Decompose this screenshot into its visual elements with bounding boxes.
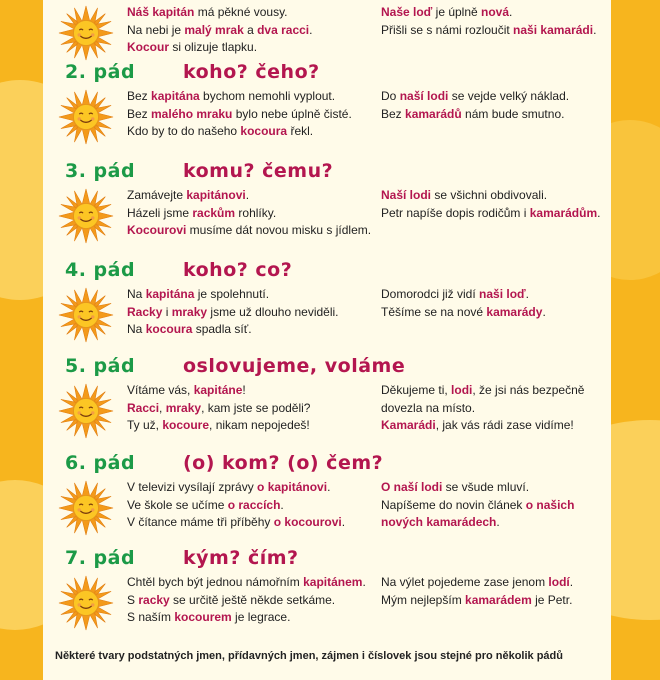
sentence-text: Těšíme se na nové [381,304,487,319]
highlighted-noun: dva racci [257,22,310,37]
sun-icon [57,382,115,440]
highlighted-noun: kapitána [145,287,195,301]
example-sentence [127,39,379,57]
sentence-text: V čítance máme tři příběhy [127,515,274,529]
case-section-7 [43,544,611,642]
sentence-text: rohlíky. [235,205,277,220]
case-number: 4. pád [65,259,136,281]
example-sentence [127,382,379,400]
example-sentence [381,574,607,592]
examples-left [127,187,379,240]
sentence-text: V televizi vysílají zprávy [127,480,258,494]
examples-left [127,382,379,435]
case-section-2 [43,58,611,156]
sentence-text: Házeli jsme [127,205,193,220]
example-sentence [127,88,379,106]
example-sentence [127,592,379,610]
sentence-text: spadla síť. [192,322,252,336]
sentence-text: . [496,515,500,529]
sentence-text: , [159,400,166,415]
example-sentence [381,497,607,515]
sentence-text: i [162,304,172,319]
sentence-text: . [593,22,597,37]
case-question: koho? co? [183,259,293,281]
sentence-text: je spolehnutí. [194,287,270,301]
highlighted-noun: Kocourovi [127,223,187,237]
sentence-text: Na nebi je [127,22,185,37]
case-number: 3. pád [65,160,136,182]
sentence-text: , jak vás rádi zase vidíme! [435,418,574,432]
sentence-text: si olizuje tlapku. [169,40,258,54]
highlighted-noun: o raccích [227,497,281,512]
example-sentence [381,187,607,205]
example-sentence [381,304,607,322]
example-sentence [127,205,379,223]
sentence-text: Přišli se s námi rozloučit [381,22,514,37]
sentence-text: . [280,497,284,512]
highlighted-noun: racky [138,592,170,607]
sentence-text: se určitě ještě někde setkáme. [169,592,336,607]
highlighted-noun: Racky [127,304,163,319]
highlighted-noun: Naší lodi [381,188,432,202]
sentence-text: , že jsi nás bezpečně [472,383,585,397]
example-sentence [127,417,379,435]
example-sentence [127,4,379,22]
sun-icon [57,574,115,632]
case-section-6 [43,449,611,547]
sentence-text: Děkujeme ti, [381,383,452,397]
highlighted-noun: kocoure [162,418,210,432]
case-question: (o) kom? (o) čem? [183,452,384,474]
example-sentence [127,123,379,141]
highlighted-noun: kamarádům [529,205,598,220]
sentence-text: je legrace. [231,610,291,624]
case-section-3 [43,157,611,255]
examples-right [381,479,607,532]
sun-icon [57,286,115,344]
case-number: 7. pád [65,547,136,569]
example-sentence [127,514,379,532]
sentence-text: Vítáme vás, [127,383,194,397]
highlighted-noun: naši kamarádi [513,22,594,37]
highlighted-noun: Kamarádi [381,418,436,432]
highlighted-noun: o našich [525,497,575,512]
sentence-text: musíme dát novou misku s jídlem. [186,223,372,237]
sentence-text: . [542,304,546,319]
sentence-text: Bez [127,106,152,121]
sentence-text: , kam jste se poděli? [201,400,311,415]
sentence-text: . [525,287,530,301]
sentence-text: . [245,188,250,202]
sentence-text: má pěkné vousy. [194,5,288,19]
sentence-text: Zamávejte [127,188,187,202]
sentence-text: Do [381,89,400,103]
highlighted-noun: naší lodi [399,89,449,103]
highlighted-noun: kapitánem [303,575,363,589]
sun-icon [57,88,115,146]
examples-right [381,88,607,123]
sentence-text: Chtěl bych být jednou námořním [127,575,304,589]
highlighted-noun: Náš kapitán [127,5,195,19]
sentence-text: . [309,22,313,37]
sentence-text: . [597,205,601,220]
highlighted-noun: kamarádů [405,106,462,121]
sentence-text: Ty už, [127,418,163,432]
example-sentence [381,106,607,124]
examples-right [381,187,607,222]
sentence-text: . [569,575,574,589]
sentence-text: S [127,592,139,607]
example-sentence [127,497,379,515]
examples-right [381,382,607,435]
examples-left [127,4,379,57]
case-question: koho? čeho? [183,61,320,83]
highlighted-noun: malého mraku [151,106,233,121]
highlighted-noun: Racci [127,400,160,415]
case-section-5 [43,352,611,450]
highlighted-noun: kapitána [151,89,200,103]
sentence-text: se vejde velký náklad. [448,89,570,103]
highlighted-noun: rackům [192,205,236,220]
highlighted-noun: Kocour [127,40,169,54]
highlighted-noun: kocoura [240,124,288,138]
sentence-text: Bez [127,89,152,103]
highlighted-noun: nová [481,5,510,19]
sentence-text: a [243,22,258,37]
sentence-text: . [362,575,366,589]
highlighted-noun: mraky [171,304,208,319]
sentence-text: ! [242,383,246,397]
sentence-text: je úplně [432,5,482,19]
highlighted-noun: O naší lodi [381,480,443,494]
examples-left [127,479,379,532]
example-sentence [127,479,379,497]
example-sentence [381,417,607,435]
sentence-text: nám bude smutno. [461,106,565,121]
example-sentence [127,400,379,418]
example-sentence [127,222,379,240]
example-sentence [381,22,607,40]
sentence-text: , nikam nepojedeš! [209,418,310,432]
sentence-text: se všichni obdivovali. [431,188,548,202]
example-sentence [127,321,379,339]
examples-left [127,574,379,627]
sun-icon [57,479,115,537]
example-sentence [381,88,607,106]
sun-icon [57,4,115,62]
highlighted-noun: kamarádem [465,592,532,607]
example-sentence [381,382,607,400]
sentence-text: je Petr. [531,592,573,607]
sentence-text: Petr napíše dopis rodičům i [381,205,530,220]
sentence-text: Na výlet pojedeme zase jenom [381,575,549,589]
highlighted-noun: mraky [165,400,202,415]
sentence-text: Kdo by to do našeho [127,124,241,138]
highlighted-noun: kocoura [145,322,193,336]
highlighted-noun: Naše loď [381,5,433,19]
example-sentence [381,400,607,418]
example-sentence [381,286,607,304]
sentence-text: bychom nemohli vyplout. [199,89,336,103]
sentence-text: Napíšeme do novin článek [381,497,526,512]
sentence-text: . [327,480,331,494]
case-section-4 [43,256,611,354]
case-question: komu? čemu? [183,160,334,182]
highlighted-noun: malý mrak [184,22,244,37]
sentence-text: . [341,515,346,529]
highlighted-noun: lodí [548,575,570,589]
sentence-text: jsme už dlouho neviděli. [207,304,339,319]
example-sentence [381,479,607,497]
highlighted-noun: kamarády [486,304,543,319]
example-sentence [127,304,379,322]
example-sentence [381,592,607,610]
examples-left [127,88,379,141]
examples-right [381,4,607,39]
sentence-text: Bez [381,106,406,121]
sentence-text: Domorodci již vidí [381,287,480,301]
case-number: 6. pád [65,452,136,474]
case-number: 5. pád [65,355,136,377]
sentence-text: řekl. [287,124,314,138]
sentence-text: dovezla na místo. [381,400,476,415]
case-question: oslovujeme, voláme [183,355,406,377]
example-sentence [381,4,607,22]
highlighted-noun: lodi [451,383,473,397]
examples-left [127,286,379,339]
sentence-text: . [509,5,513,19]
highlighted-noun: kocourem [174,610,232,624]
sentence-text: bylo nebe úplně čisté. [232,106,352,121]
example-sentence [127,22,379,40]
sentence-text: Ve škole se učíme [127,497,228,512]
footer-note: Některé tvary podstatných jmen, přídavných jmen, zájmen i číslovek jsou stejné pro několik pádů [55,650,563,662]
sun-icon [57,187,115,245]
highlighted-noun: kapitánovi [186,188,246,202]
example-sentence [127,574,379,592]
examples-right [381,286,607,321]
sentence-text: se všude mluví. [442,480,530,494]
examples-right [381,574,607,609]
case-question: kým? čím? [183,547,299,569]
highlighted-noun: o kapitánovi [257,480,328,494]
highlighted-noun: kapitáne [193,383,243,397]
highlighted-noun: o kocourovi [273,515,342,529]
case-number: 2. pád [65,61,136,83]
sentence-text: Na [127,287,146,301]
sentence-text: S naším [127,610,175,624]
grammar-card [43,0,611,680]
sentence-text: Mým nejlepším [381,592,466,607]
example-sentence [381,514,607,532]
example-sentence [127,187,379,205]
example-sentence [127,286,379,304]
sentence-text: Na [127,322,146,336]
example-sentence [127,106,379,124]
highlighted-noun: nových kamarádech [381,515,497,529]
example-sentence [381,205,607,223]
example-sentence [127,609,379,627]
highlighted-noun: naši loď [479,287,526,301]
